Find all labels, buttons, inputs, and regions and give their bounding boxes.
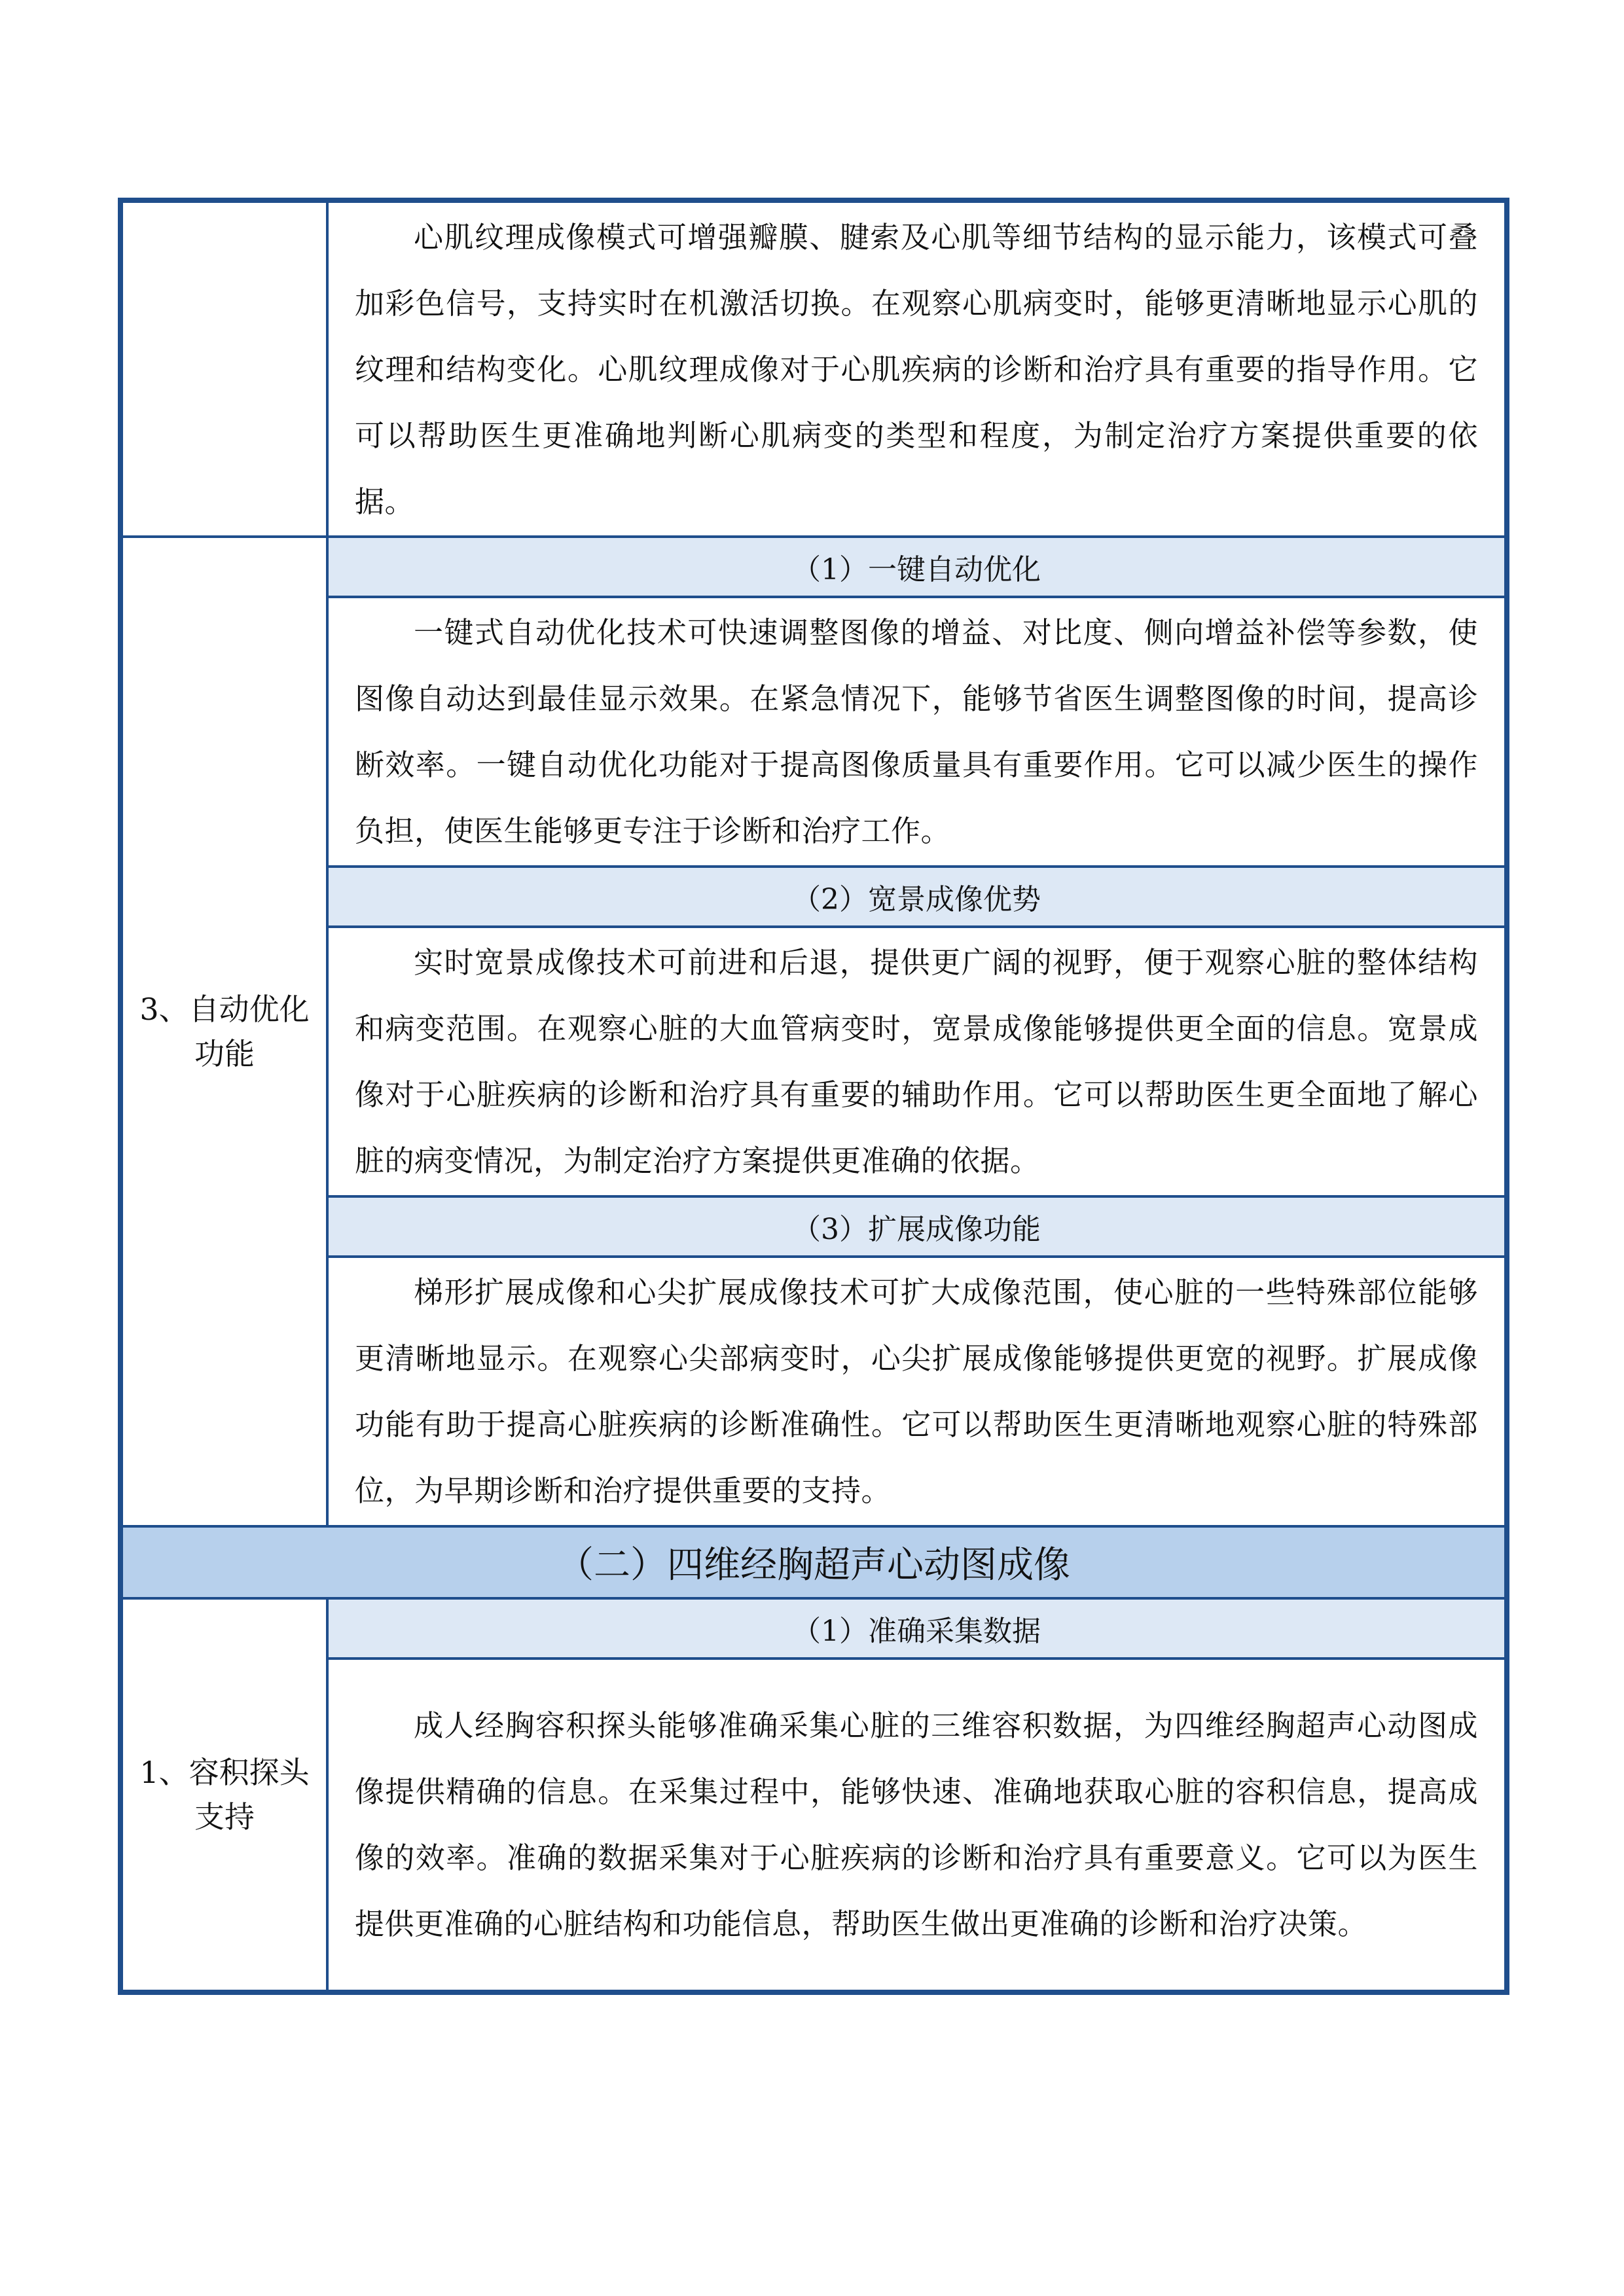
table-row bbox=[120, 1659, 1507, 1992]
sub-heading-data-acquisition: （1）准确采集数据 bbox=[327, 1598, 1507, 1659]
table-row bbox=[120, 867, 1507, 927]
paragraph-cell bbox=[327, 927, 1507, 1196]
sub-heading-extended: （3）扩展成像功能 bbox=[327, 1196, 1507, 1257]
table-row bbox=[120, 597, 1507, 867]
table-row bbox=[120, 200, 1507, 537]
sub-heading-one-click: （1）一键自动优化 bbox=[327, 537, 1507, 597]
content-table bbox=[118, 198, 1509, 1995]
paragraph-text: 心肌纹理成像模式可增强瓣膜、腱索及心肌等细节结构的显示能力，该模式可叠加彩色信号，支持实时在机激活切换。在观察心肌病变时，能够更清晰地显示心肌的纹理和结构变化。心肌纹理成像对于心肌疾病的诊断和治疗具有重要的指导作用。它可以帮助医生更准确地判断心肌病变的类型和程度，为制定治疗方案提供重要的依据。 bbox=[355, 219, 1478, 519]
paragraph-text: 实时宽景成像技术可前进和后退，提供更广阔的视野，便于观察心脏的整体结构和病变范围。在观察心脏的大血管病变时，宽景成像能够提供更全面的信息。宽景成像对于心脏疾病的诊断和治疗具有重要的辅助作用。它可以帮助医生更全面地了解心脏的病变情况，为制定治疗方案提供更准确的依据。 bbox=[355, 945, 1478, 1178]
paragraph-cell bbox=[327, 200, 1507, 537]
row-label-auto-optimize: 3、自动优化功能 bbox=[120, 537, 327, 1526]
table-row bbox=[120, 1526, 1507, 1598]
paragraph-text: 一键式自动优化技术可快速调整图像的增益、对比度、侧向增益补偿等参数，使图像自动达到最佳显示效果。在紧急情况下，能够节省医生调整图像的时间，提高诊断效率。一键自动优化功能对于提高图像质量具有重要作用。它可以减少医生的操作负担，使医生能够更专注于诊断和治疗工作。 bbox=[355, 615, 1478, 848]
paragraph-cell bbox=[327, 1659, 1507, 1992]
paragraph-text: 成人经胸容积探头能够准确采集心脏的三维容积数据，为四维经胸超声心动图成像提供精确的信息。在采集过程中，能够快速、准确地获取心脏的容积信息，提高成像的效率。准确的数据采集对于心脏疾病的诊断和治疗具有重要意义。它可以为医生提供更准确的心脏结构和功能信息，帮助医生做出更准确的诊断和治疗决策。 bbox=[355, 1708, 1478, 1941]
row-label-volume-probe: 1、容积探头支持 bbox=[120, 1598, 327, 1992]
section-title: （二）四维经胸超声心动图成像 bbox=[120, 1526, 1507, 1598]
sub-heading-panoramic: （2）宽景成像优势 bbox=[327, 867, 1507, 927]
paragraph-text: 梯形扩展成像和心尖扩展成像技术可扩大成像范围，使心脏的一些特殊部位能够更清晰地显示。在观察心尖部病变时，心尖扩展成像能够提供更宽的视野。扩展成像功能有助于提高心脏疾病的诊断准确性。它可以帮助医生更清晰地观察心脏的特殊部位，为早期诊断和治疗提供重要的支持。 bbox=[355, 1275, 1478, 1508]
paragraph-cell bbox=[327, 1257, 1507, 1526]
table-row bbox=[120, 537, 1507, 597]
empty-label-cell bbox=[120, 200, 327, 537]
table-row bbox=[120, 927, 1507, 1196]
table-row bbox=[120, 1257, 1507, 1526]
paragraph-cell bbox=[327, 597, 1507, 867]
table-row bbox=[120, 1196, 1507, 1257]
table-row bbox=[120, 1598, 1507, 1659]
